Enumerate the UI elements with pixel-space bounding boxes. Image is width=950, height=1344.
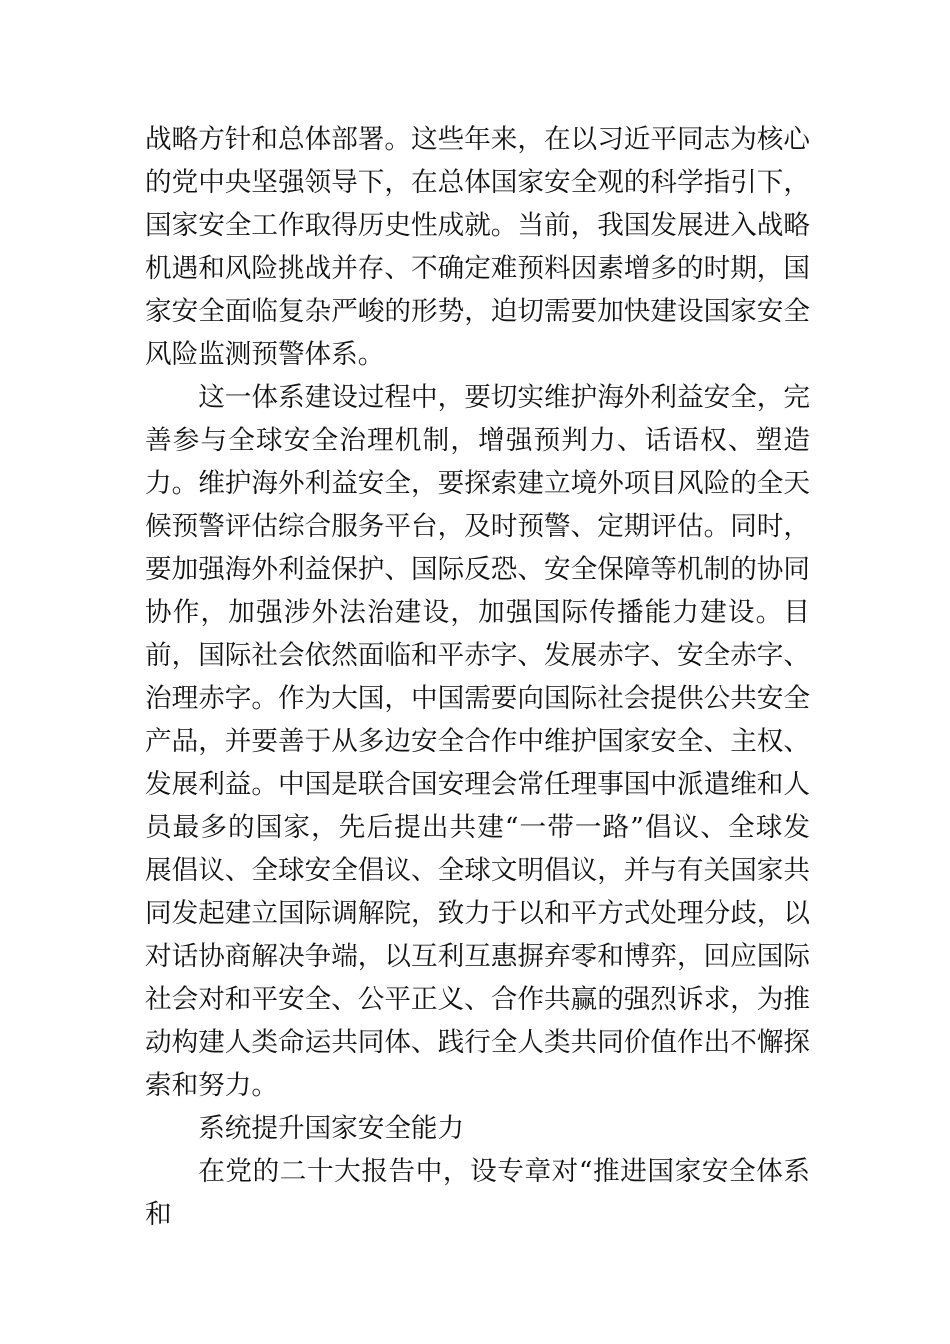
paragraph-continued: 战略方针和总体部署。这些年来，在以习近平同志为核心的党中央坚强领导下，在总体国家安全观的科学指引下，国家安全工作取得历史性成就。当前，我国发展进入战略机遇和风险挑战并存、不确定难预料因素增多的时期，国家安全面临复杂严峻的形势，迫切需要加快建设国家安全风险监测预警体系。 (145, 124, 810, 370)
document-page (145, 118, 810, 1236)
section-heading: 系统提升国家安全能力 (198, 1113, 465, 1144)
paragraph-report: 在党的二十大报告中，设专章对“推进国家安全体系和 (145, 1156, 810, 1230)
paragraph-overseas-interests: 这一体系建设过程中，要切实维护海外利益安全，完善参与全球安全治理机制，增强预判力、话语权、塑造力。维护海外利益安全，要探索建立境外项目风险的全天候预警评估综合服务平台，及时预警、定期评估。同时，要加强海外利益保护、国际反恐、安全保障等机制的协同协作，加强涉外法治建设，加强国际传播能力建设。目前，国际社会依然面临和平赤字、发展赤字、安全赤字、治理赤字。作为大国，中国需要向国际社会提供公共安全产品，并要善于从多边安全合作中维护国家安全、主权、发展利益。中国是联合国安理会常任理事国中派遣维和人员最多的国家，先后提出共建“一带一路”倡议、全球发展倡议、全球安全倡议、全球文明倡议，并与有关国家共同发起建立国际调解院，致力于以和平方式处理分歧，以对话协商解决争端，以互利互惠摒弃零和博弈，回应国际社会对和平安全、公平正义、合作共赢的强烈诉求，为推动构建人类命运共同体、践行全人类共同价值作出不懈探索和努力。 (145, 382, 810, 1101)
